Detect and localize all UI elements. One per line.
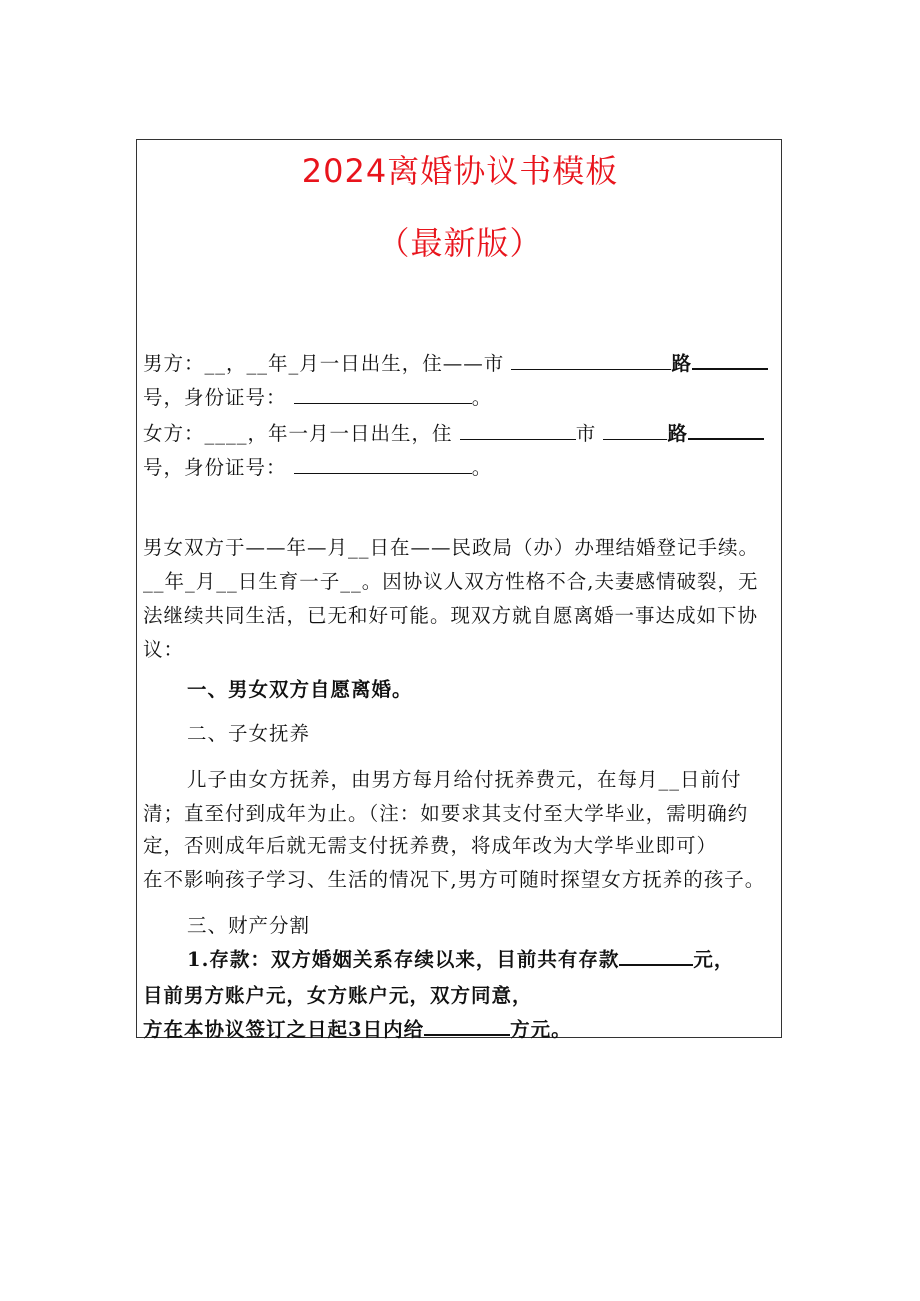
male-party-line-2	[143, 382, 492, 410]
section-2-para-line-2: 清；直至付到成年为止。（注：如要求其支付至大学毕业，需明确约	[143, 802, 749, 825]
male-label: 男方：	[143, 352, 205, 375]
transfer-text: 方在本协议签订之日起3日内给	[143, 1018, 425, 1041]
deposit-amount-blank	[619, 945, 693, 966]
intro-line-3: 法继续共同生活，已无和好可能。现双方就自愿离婚一事达成如下协	[143, 604, 759, 627]
male-line-end: 。	[471, 386, 493, 409]
female-label: 女方：	[143, 422, 205, 445]
deposit-unit: 元，	[693, 948, 735, 971]
section-1-heading: 一、男女双方自愿离婚。	[187, 678, 413, 701]
document-subtitle: （最新版）	[377, 224, 543, 262]
male-id-blank	[294, 384, 472, 404]
female-city-label: 市	[575, 422, 597, 445]
transfer-amount-blank	[424, 1015, 510, 1036]
female-district-blank	[460, 420, 576, 440]
female-id-blank	[294, 454, 472, 474]
deposit-text: 1.存款：双方婚姻关系存续以来，目前共有存款	[187, 948, 620, 971]
female-party-line-1	[143, 418, 764, 446]
intro-line-1: 男女双方于——年—月__日在——民政局（办）办理结婚登记手续。	[143, 536, 760, 559]
female-road-blank	[688, 419, 764, 440]
female-city-blank	[603, 420, 667, 440]
male-city-blank	[511, 350, 671, 370]
intro-line-4: 议：	[143, 638, 185, 661]
section-2-para-line-3: 定，否则成年后就无需支付抚养费，将成年改为大学毕业即可）	[143, 834, 718, 857]
transfer-end: 方元。	[510, 1018, 572, 1041]
section-3-heading: 三、财产分割	[187, 914, 311, 937]
section-2-heading: 二、子女抚养	[187, 722, 311, 745]
female-birth-residence: ____，年一月一日出生，住	[204, 422, 453, 445]
female-id-label: 号，身份证号：	[143, 456, 287, 479]
section-3-deposit-line-2: 目前男方账户元，女方账户元，双方同意，	[143, 984, 533, 1007]
male-road-blank	[692, 349, 768, 370]
section-2-para-line-1: 儿子由女方抚养，由男方每月给付抚养费元，在每月__日前付	[187, 768, 742, 791]
female-line-end: 。	[471, 456, 493, 479]
document-title: 2024离婚协议书模板	[301, 152, 619, 190]
male-id-label: 号，身份证号：	[143, 386, 287, 409]
document-frame	[136, 139, 782, 1041]
female-party-line-2	[143, 452, 492, 480]
intro-line-2: __年_月__日生育一子__。因协议人双方性格不合,夫妻感情破裂，无	[143, 570, 759, 593]
section-3-deposit-line-3	[143, 1014, 572, 1042]
male-road-label: 路	[671, 352, 692, 375]
male-party-line-1	[143, 348, 768, 376]
female-road-label: 路	[667, 422, 688, 445]
male-birth-residence: __，__年_月一日出生，住——市	[204, 352, 505, 375]
section-2-para-line-4: 在不影响孩子学习、生活的情况下,男方可随时探望女方抚养的孩子。	[143, 868, 766, 891]
section-3-deposit-line-1	[187, 944, 734, 972]
